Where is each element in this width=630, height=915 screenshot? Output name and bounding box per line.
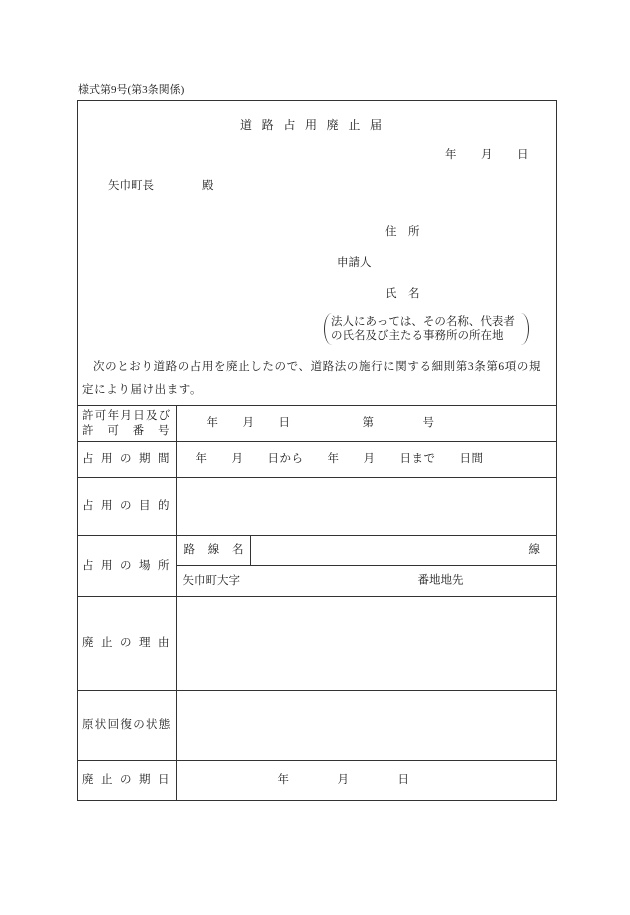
corporate-note-line: 法人にあっては、その名称、代表者 [331,316,515,328]
purpose-row [77,478,557,536]
restoration-label: 原状回復の状態 [82,719,172,731]
route-label: 路 線 名 [183,544,244,556]
purpose-value [176,478,557,536]
reason-value [176,597,557,691]
period-row [77,442,557,478]
end-date-label-cell [77,761,176,801]
period-label: 占 用 の 期 間 [82,453,170,465]
period-value: 年 月 日から 年 月 日まで 日間 [176,442,557,478]
submission-date: 年 月 日 [445,149,529,161]
addressee: 矢巾町長 [108,180,154,192]
restoration-value [176,691,557,761]
route-label-cell [176,536,250,566]
statement-line: 次のとおり道路の占用を廃止したので、道路法の施行に関する細則第3条第6項の規 [93,361,542,373]
reason-label: 廃 止 の 理 由 [82,637,170,649]
applicant-role-label: 申請人 [337,257,372,269]
end-date-label: 廃 止 の 期 日 [82,774,170,787]
permit-row [77,406,557,442]
reason-label-cell [77,597,176,691]
form-table [77,405,557,801]
applicant-name-label: 氏 名 [385,288,420,300]
end-date-value: 年 月 日 [176,761,557,801]
applicant-address-label: 住 所 [385,226,420,238]
location-label: 占 用 の 場 所 [82,559,170,572]
form-title: 道 路 占 用 廃 止 届 [240,118,382,132]
reason-row [77,597,557,691]
purpose-label: 占 用 の 目 的 [82,500,170,512]
form-number: 様式第9号(第3条関係) [78,84,185,96]
address-cell [176,566,557,597]
address-suffix: 番地地先 [417,574,464,587]
statement-line: 定により届け出ます。 [82,384,203,396]
permit-label-cell [77,406,176,442]
route-suffix: 線 [250,536,557,566]
end-date-row [77,761,557,801]
restoration-label-cell [77,691,176,761]
location-route-row [77,536,557,566]
addressee-honorific: 殿 [202,180,214,192]
address-prefix: 矢巾町大字 [182,574,240,587]
period-label-cell [77,442,176,478]
location-label-cell [77,536,176,597]
permit-label-line: 許可年月日及び [82,409,172,422]
permit-label-line: 許 可 番 号 [82,424,170,437]
restoration-row [77,691,557,761]
corporate-note-line: の氏名及び主たる事務所の所在地 [331,330,504,342]
purpose-label-cell [77,478,176,536]
permit-value: 年 月 日 第 号 [176,406,557,442]
